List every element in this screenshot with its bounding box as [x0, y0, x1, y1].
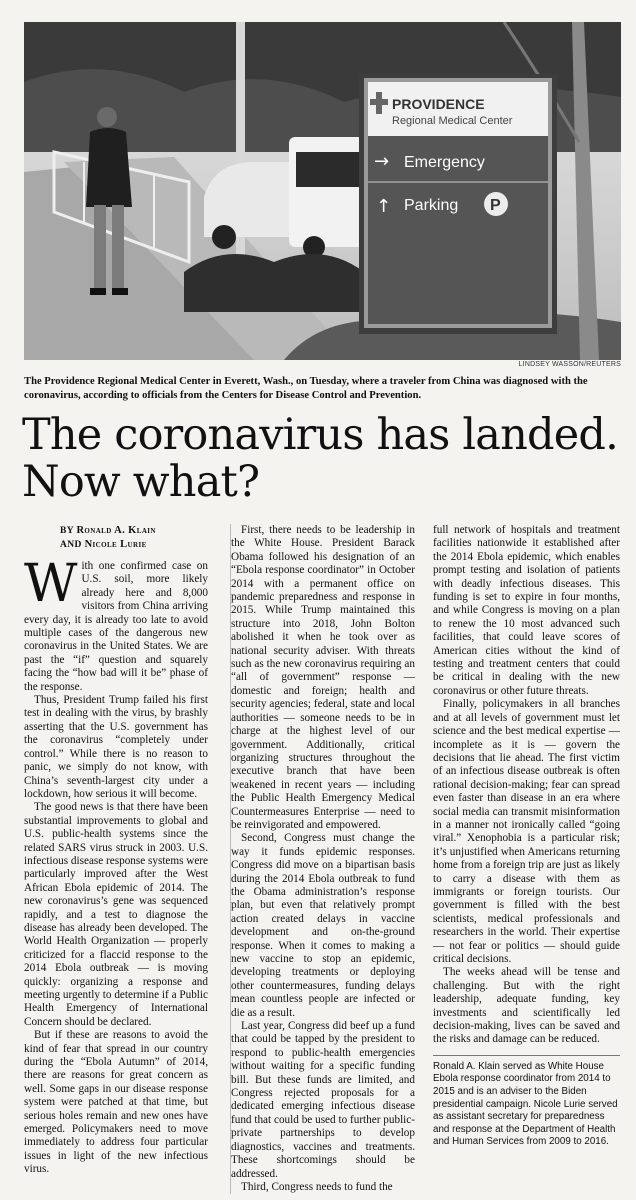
paragraph-6: Second, Congress must change the way it funds epidemic responses. Congress did move on a bipartisan basis during the 2014 Ebola outbreak to fund the Obama administration’s response plan, but even that relatively prompt action created delays in vaccine development and on-the-ground response. When it comes to making a new vaccine to stop an epidemic, developing treatments or deploying other countermeasures, funding delays mean countless people are infected or die as a result.: [231, 832, 415, 1019]
paragraph-7: Last year, Congress did beef up a fund that could be tapped by the president to respond to public-health emergencies without waiting for a specific funding bill. But these funds are limited, and Congress rejected proposals for a dedicated emerging infectious disease fund that could be used to further public-private partnerships to develop diagnostics, vaccines and treatments. These shortcomings should be addressed.: [231, 1020, 415, 1180]
headline-line-1: The coronavirus has landed.: [22, 410, 618, 460]
paragraph-5: First, there needs to be leadership in the White House. President Barack Obama followed his designation of an “Ebola response coordinator” in October 2014 with a permanent office on pandemic preparedness and response in 2015. While Trump maintained this structure into 2018, John Bolton abolished it when he took over as national security adviser. With threats such as the new coronavirus requiring an “all of government” response — domestic and foreign; health and security agencies; federal, state and local authorities — someone needs to be in charge at the highest level of our government. Additionally, critical organizing structures throughout the executive branch that have been weakened in recent years — including the Public Health Emergency Medical Countermeasures Enterprise — need to be reinvigorated and empowered.: [231, 524, 415, 831]
column-1: [24, 524, 208, 1177]
paragraph-8-start: Third, Congress needs to fund the: [241, 1180, 393, 1193]
byline-and: AND: [60, 540, 82, 550]
paragraph-4: But if these are reasons to avoid the kind of fear that spread in our country during the “Ebola Autumn” of 2014, there are reasons for great concern as well. Some gaps in our disease response system were patched at that time, but serious holes remain and new ones have emerged. Policymakers need to move immediately to address four particular issues in light of the new infectious virus.: [24, 1029, 208, 1176]
sign-parking: Parking: [404, 197, 459, 214]
headline: [22, 412, 622, 506]
paragraph-1-text: ith one confirmed case on U.S. soil, more likely already here and 8,000 visitors from China arriving every day, it is already too late to avoid multiple cases of the dangerous new coronavirus in the United States. We are past the “if” question and squarely facing the “how bad will it be” phase of the response.: [24, 560, 208, 693]
hospital-sign-photo: [24, 22, 621, 360]
column-3: [433, 524, 620, 1149]
drop-cap: W: [24, 554, 78, 614]
paragraph-1: [24, 554, 208, 694]
paragraph-10: The weeks ahead will be tense and challenging. But with the right leadership, adequate funding, key investments and scientifically led decision-making, lives can be saved and the risks and damage can be reduced.: [433, 966, 620, 1046]
photo-caption: The Providence Regional Medical Center in Everett, Wash., on Tuesday, where a traveler from China was diagnosed with the coronavirus, according to officials from the Centers for Disease Control and Prevention.: [24, 376, 588, 401]
paragraph-3: The good news is that there have been substantial improvements to global and U.S. public-health systems since the related SARS virus struck in 2003. U.S. infectious disease response systems were particularly improved after the West African Ebola epidemic of 2014. The new coronavirus’s gene was sequenced rapidly, and a test to diagnose the disease has already been developed. The World Health Organization — properly criticized for a flaccid response to the 2014 Ebola outbreak — is moving quickly: organizing a response and meeting urgently to determine if a Public Health Emergency of International Concern should be declared.: [24, 801, 208, 1028]
news-photo: [24, 22, 621, 360]
headline-line-2: Now what?: [22, 457, 260, 507]
byline: [60, 524, 208, 552]
arrow-right-icon: →: [374, 151, 390, 172]
article-body: [0, 524, 636, 1200]
photo-credit: LINDSEY WASSON/REUTERS: [518, 361, 621, 368]
author-1: Ronald A. Klain: [76, 525, 156, 536]
paragraph-2: Thus, President Trump failed his first test in dealing with the virus, by brashly asserting that the U.S. government has the coronavirus “completely under control.” While there is no reason to panic, we simply do not know, with China’s seventh-largest city under a lockdown, how serious it will become.: [24, 694, 208, 800]
sign-emergency: Emergency: [404, 154, 485, 171]
paragraph-9: Finally, policymakers in all branches and at all levels of government must let science and the best medical expertise — incomplete as it is — govern the decisions that lie ahead. The first victim of an infectious disease outbreak is often rational decision-making; fear can spread even faster than disease in an era where social media can transmit misinformation in a manner not ironically called “going viral.” Xenophobia is a particular risk; it’s unjustified when Americans returning home from a foreign trip are just as likely to carry a disease with them as immigrants or foreign tourists. Our government is filled with the best scientists, medical professionals and researchers in the world. Their expertise — not fear or politics — should guide critical decisions.: [433, 698, 620, 965]
author-bio: Ronald A. Klain served as White House Ebola response coordinator from 2014 to 2015 and is an adviser to the Biden presidential campaign. Nicole Lurie served as assistant secretary for preparedness and response at the Department of Health and Human Services from 2009 to 2016.: [433, 1055, 620, 1149]
paragraph-8-continued: full network of hospitals and treatment facilities nationwide it established after the 2014 Ebola epidemic, which enables prompt testing and isolation of patients with deadly infectious diseases. This funding is set to expire in four months, and while Congress is moving on a plan to renew the 10 most advanced such facilities, that could leave scores of American cities without the kind of testing and treatment centers that could be critical in dealing with the new coronavirus or other future threats.: [433, 524, 620, 697]
sign-subtitle: Regional Medical Center: [392, 115, 513, 127]
sign-title: PROVIDENCE: [392, 96, 485, 112]
author-2: Nicole Lurie: [84, 539, 147, 550]
byline-by: BY: [60, 526, 74, 536]
arrow-up-icon: ↑: [376, 196, 392, 217]
parking-letter: P: [490, 197, 501, 214]
column-2: [230, 524, 415, 1194]
